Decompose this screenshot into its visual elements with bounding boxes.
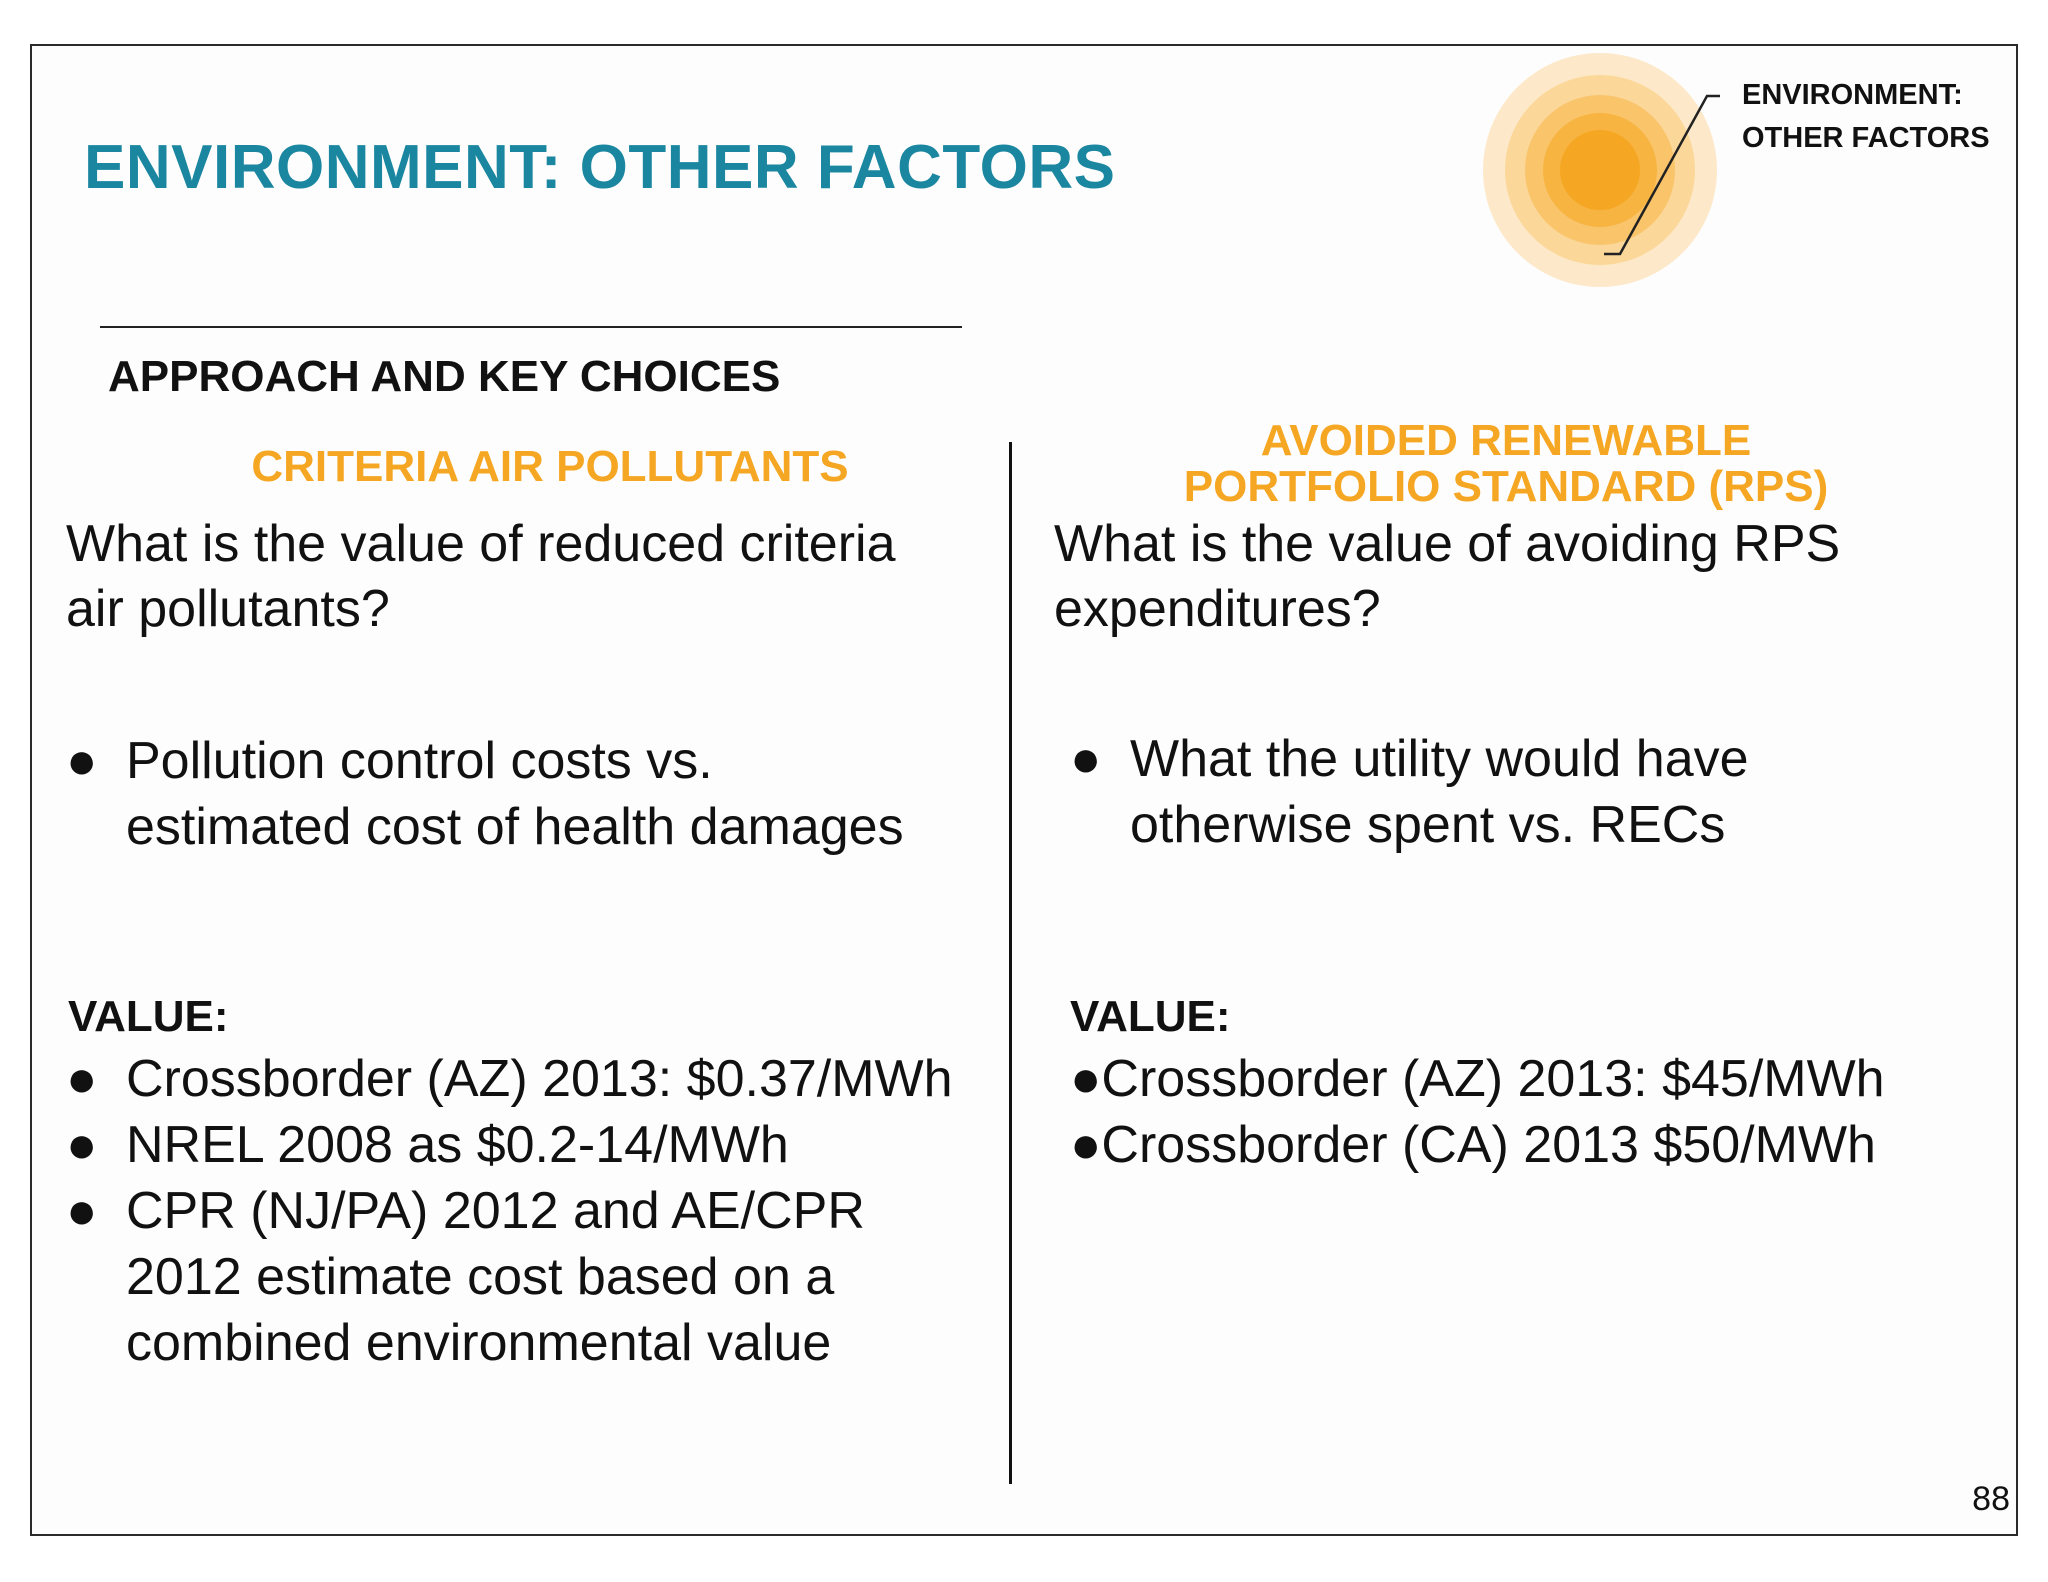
right-column-heading <box>1106 418 1906 510</box>
left-question-line1: What is the value of reduced criteria <box>66 515 896 573</box>
right-bullet-line1: What the utility would have <box>1130 730 1749 788</box>
right-approach-list <box>1070 726 1990 858</box>
section-badge <box>1742 74 1990 160</box>
page-title: ENVIRONMENT: OTHER FACTORS <box>84 133 1116 202</box>
right-column-heading-line2: PORTFOLIO STANDARD (RPS) <box>1183 462 1829 511</box>
right-value-list <box>1070 1046 1990 1178</box>
left-value-line2: 2012 estimate cost based on a <box>126 1248 835 1306</box>
section-heading: APPROACH AND KEY CHOICES <box>108 352 781 401</box>
right-bullet-line2: otherwise spent vs. RECs <box>1130 796 1726 854</box>
list-item <box>66 1178 1006 1376</box>
left-question <box>66 512 996 642</box>
bullet-icon: ● <box>1070 1050 1102 1108</box>
bullet-icon: ● <box>66 1116 98 1174</box>
right-value-text: Crossborder (AZ) 2013: $45/MWh <box>1101 1050 1885 1108</box>
sun-core <box>1560 130 1640 210</box>
column-divider <box>1009 442 1012 1484</box>
right-question-line1: What is the value of avoiding RPS <box>1054 515 1841 573</box>
left-column-heading <box>200 444 900 490</box>
left-column-heading-text: CRITERIA AIR POLLUTANTS <box>251 442 849 491</box>
bullet-icon: ● <box>66 732 98 790</box>
bullet-icon: ● <box>1070 730 1102 788</box>
right-question-line2: expenditures? <box>1054 580 1381 638</box>
right-value-text: Crossborder (CA) 2013 $50/MWh <box>1101 1116 1876 1174</box>
left-value-line1: CPR (NJ/PA) 2012 and AE/CPR <box>126 1182 865 1240</box>
left-question-line2: air pollutants? <box>66 580 390 638</box>
list-item <box>1070 1046 1990 1112</box>
sun-icon <box>1480 50 1720 290</box>
right-question <box>1054 512 1994 642</box>
right-value-label: VALUE: <box>1070 992 1231 1041</box>
left-value-label: VALUE: <box>68 992 229 1041</box>
bullet-icon: ● <box>66 1050 98 1108</box>
list-item <box>66 728 996 860</box>
section-badge-line1: ENVIRONMENT: <box>1742 79 1963 111</box>
page-number: 88 <box>1972 1480 2010 1518</box>
left-value-line3: combined environmental value <box>126 1314 832 1372</box>
left-approach-list <box>66 728 996 860</box>
list-item <box>1070 1112 1990 1178</box>
list-item <box>66 1112 1006 1178</box>
list-item <box>1070 726 1990 858</box>
left-value-text: Crossborder (AZ) 2013: $0.37/MWh <box>126 1050 953 1108</box>
list-item <box>66 1046 1006 1112</box>
left-bullet-line2: estimated cost of health damages <box>126 798 904 856</box>
bullet-icon: ● <box>1070 1116 1102 1174</box>
heading-rule <box>100 326 962 328</box>
right-column-heading-line1: AVOIDED RENEWABLE <box>1260 416 1752 465</box>
section-badge-line2: OTHER FACTORS <box>1742 122 1990 154</box>
left-value-text: NREL 2008 as $0.2-14/MWh <box>126 1116 789 1174</box>
bullet-icon: ● <box>66 1182 98 1240</box>
left-bullet-line1: Pollution control costs vs. <box>126 732 713 790</box>
left-value-list <box>66 1046 1006 1376</box>
